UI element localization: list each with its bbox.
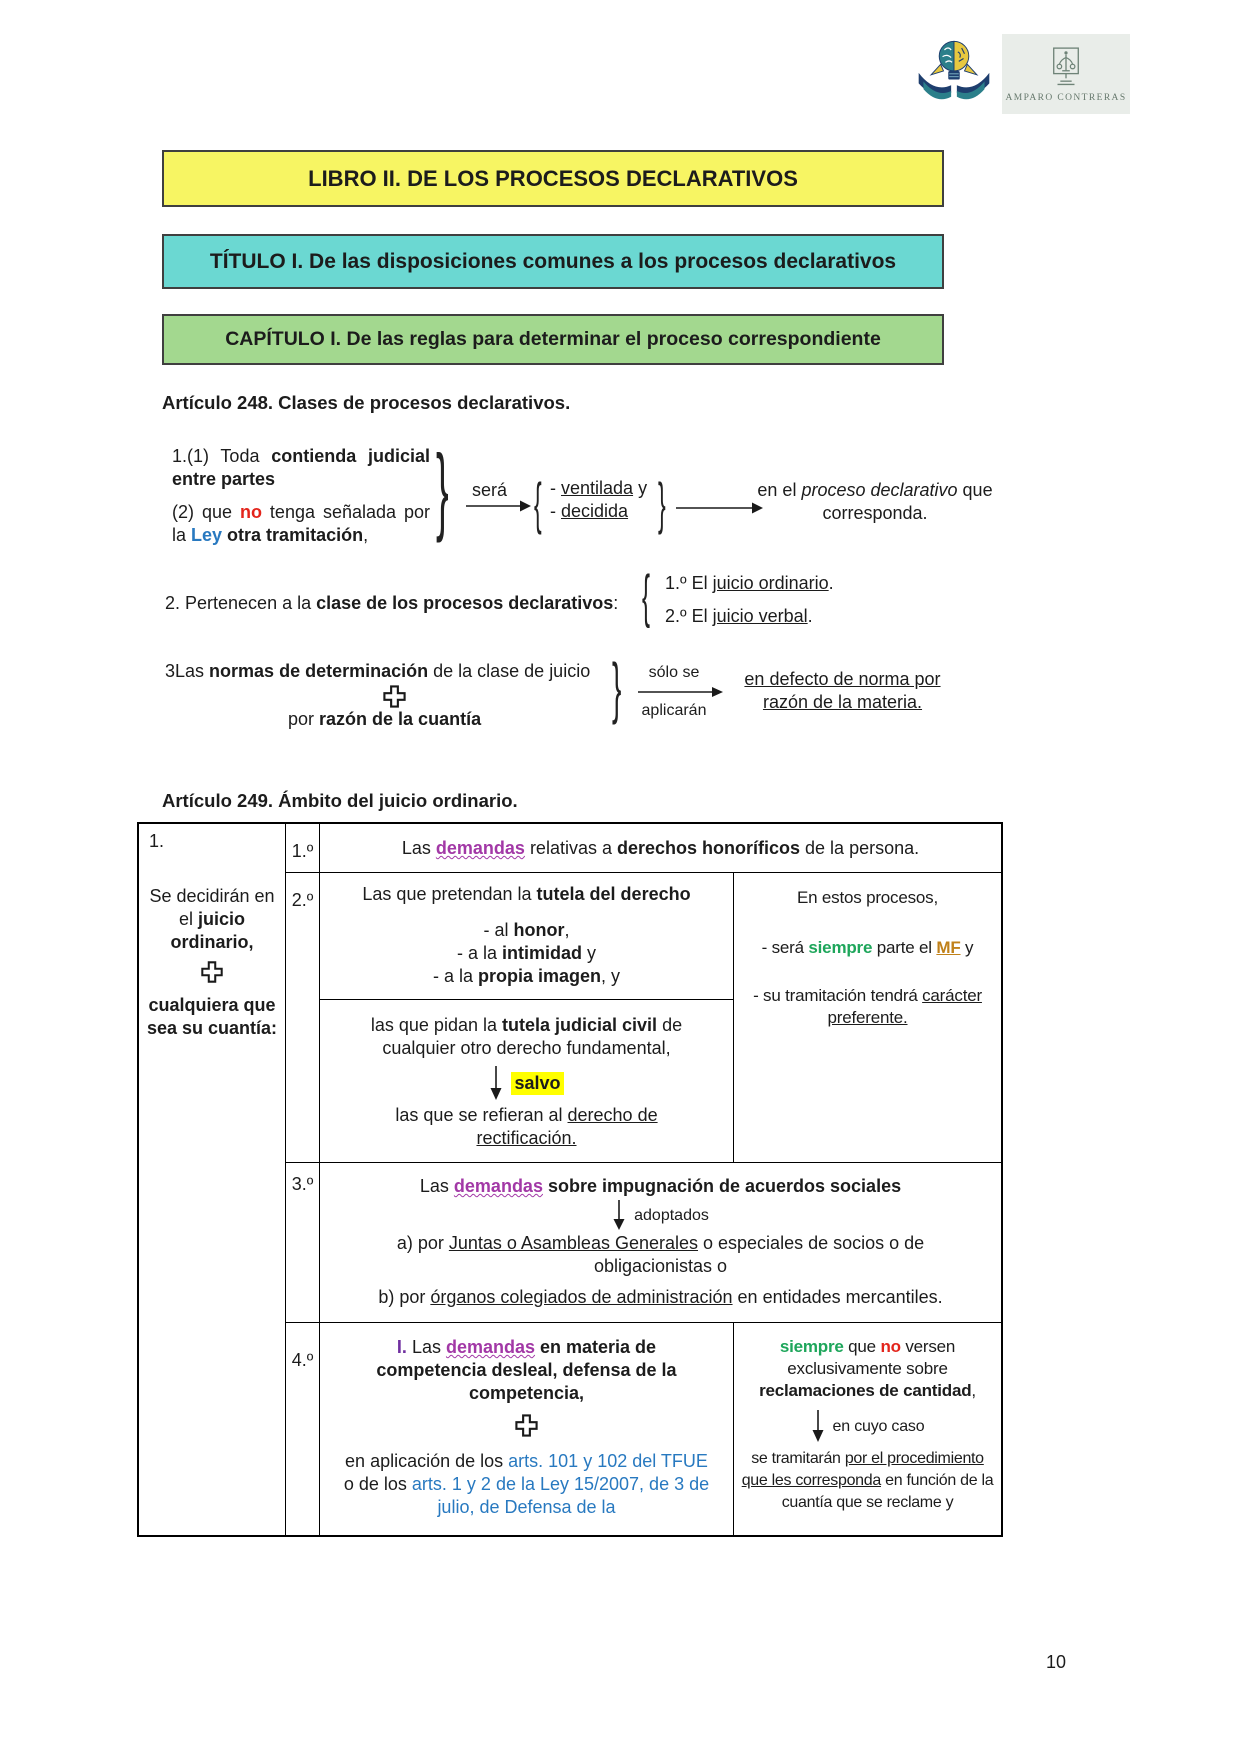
- curly-brace-open: {: [534, 471, 542, 535]
- mf-emphasis: MF: [936, 938, 961, 957]
- row4-cellB: siempre que no versen exclusivamente sobre reclamaciones de cantidad, en cuyo caso se tramitarán por el procedimiento que les corresponda en función de la cuantía que se reclame y: [733, 1322, 1001, 1535]
- point1-result: en el proceso declarativo que corresponda.: [757, 480, 993, 523]
- demandas-emphasis: demandas: [453, 1176, 543, 1196]
- row4-cellA: I. Las demandas en materia de competencia desleal, defensa de la competencia, en aplicación de los arts. 101 y 102 del TFUE o de los arts. 1 y 2 de la Ley 15/2007, de 3 de julio, de Defensa de la: [319, 1322, 733, 1535]
- curly-brace-close: }: [612, 650, 622, 726]
- banner-titulo: TÍTULO I. De las disposiciones comunes a los procesos declarativos: [162, 234, 944, 289]
- right-arrow-icon: [638, 686, 724, 698]
- row2-cellB: En estos procesos, - será siempre parte el MF y - su tramitación tendrá carácter preferente.: [733, 872, 1001, 1162]
- curly-brace-open: {: [642, 565, 651, 631]
- banner-libro: LIBRO II. DE LOS PROCESOS DECLARATIVOS: [162, 150, 944, 207]
- row1-ordinal: 1.º: [285, 824, 319, 872]
- curly-brace-close: }: [658, 471, 666, 535]
- roman-I-emphasis: I.: [396, 1337, 407, 1357]
- page-number: 10: [1046, 1652, 1067, 1672]
- right-arrow-icon: [466, 499, 532, 513]
- row3-ordinal: 3.º: [285, 1162, 319, 1322]
- no-emphasis: no: [880, 1337, 901, 1356]
- table-col1-cell: 1. Se decidirán en el juicio ordinario, cualquiera que sea su cuantía:: [146, 831, 278, 1038]
- plus-cross-icon: [200, 960, 224, 984]
- art248-point3-diagram: [160, 650, 1040, 750]
- down-arrow-icon: [612, 1200, 626, 1230]
- art248-point1-diagram: [160, 437, 1010, 568]
- point1-text: 1.(1) Toda contienda judicial entre partes (2) que no tenga señalada por la Ley otra tramitación,: [172, 446, 430, 545]
- siempre-emphasis: siempre: [779, 1337, 844, 1356]
- salvo-highlight: salvo: [511, 1072, 563, 1095]
- brain-bulb-book-logo: [912, 32, 996, 108]
- solo-se-aplicaran-label: sólo se aplicarán: [638, 663, 710, 720]
- point2-text: 2. Pertenecen a la clase de los procesos declarativos:: [165, 593, 619, 613]
- demandas-emphasis: demandas: [435, 838, 525, 858]
- ley-15-2007-reference: arts. 1 y 2 de la Ley 15/2007, de 3 de julio, de Defensa de la: [411, 1474, 710, 1517]
- no-emphasis: no: [239, 502, 262, 522]
- down-arrow-icon: [811, 1410, 825, 1442]
- scales-icon: [1049, 46, 1083, 88]
- point3-text: 3Las normas de determinación de la clase de juicio: [165, 661, 591, 681]
- curly-brace-close: }: [436, 437, 449, 546]
- art248-heading: Artículo 248. Clases de procesos declarativos.: [162, 392, 571, 413]
- row4-ordinal: 4.º: [285, 1322, 319, 1535]
- row2-cellA-top: Las que pretendan la tutela del derecho - al honor, - a la intimidad y - a la propia imagen, y: [319, 872, 733, 999]
- juicio-verbal-item: 2.º El juicio verbal.: [665, 606, 813, 626]
- plus-cross-icon: [514, 1413, 539, 1438]
- brand-logo-box: [1002, 34, 1130, 114]
- adoptados-label: adoptados: [634, 1206, 709, 1224]
- art249-table: [137, 822, 1003, 1537]
- tfue-articles-reference: arts. 101 y 102 del TFUE: [508, 1451, 708, 1471]
- juicio-ordinario-item: 1.º El juicio ordinario.: [665, 573, 834, 593]
- brand-name: AMPARO CONTRERAS: [1005, 92, 1127, 103]
- point3-text2: por razón de la cuantía: [288, 709, 482, 729]
- en-cuyo-caso-label: en cuyo caso: [832, 1417, 925, 1435]
- sera-label: será: [472, 480, 508, 500]
- row2-cellA-bottom: las que pidan la tutela judicial civil de cualquier otro derecho fundamental, salvo las que se refieran al derecho de rectificación.: [319, 999, 733, 1162]
- banner-capitulo: CAPÍTULO I. De las reglas para determinar el proceso correspondiente: [162, 314, 944, 365]
- ley-emphasis: Ley: [191, 525, 223, 545]
- plus-cross-icon: [382, 684, 407, 709]
- point3-result: en defecto de norma por razón de la materia.: [744, 669, 941, 712]
- row3-content: Las demandas sobre impugnación de acuerdos sociales adoptados a) por Juntas o Asambleas Generales o especiales de socios o de obligacionistas o b) por órganos colegiados de administración en entidades mercantiles.: [319, 1162, 1001, 1322]
- art248-point2-diagram: [160, 565, 1010, 643]
- row1-content: Las demandas relativas a derechos honoríficos de la persona.: [319, 824, 1001, 872]
- down-arrow-icon: [489, 1066, 503, 1100]
- row2-ordinal: 2.º: [285, 872, 319, 1162]
- siempre-emphasis: siempre: [808, 938, 873, 957]
- art249-heading: Artículo 249. Ámbito del juicio ordinario.: [162, 790, 518, 811]
- demandas-emphasis: demandas: [445, 1337, 536, 1357]
- ventilada-decidida-list: - ventilada y - decidida: [550, 478, 648, 521]
